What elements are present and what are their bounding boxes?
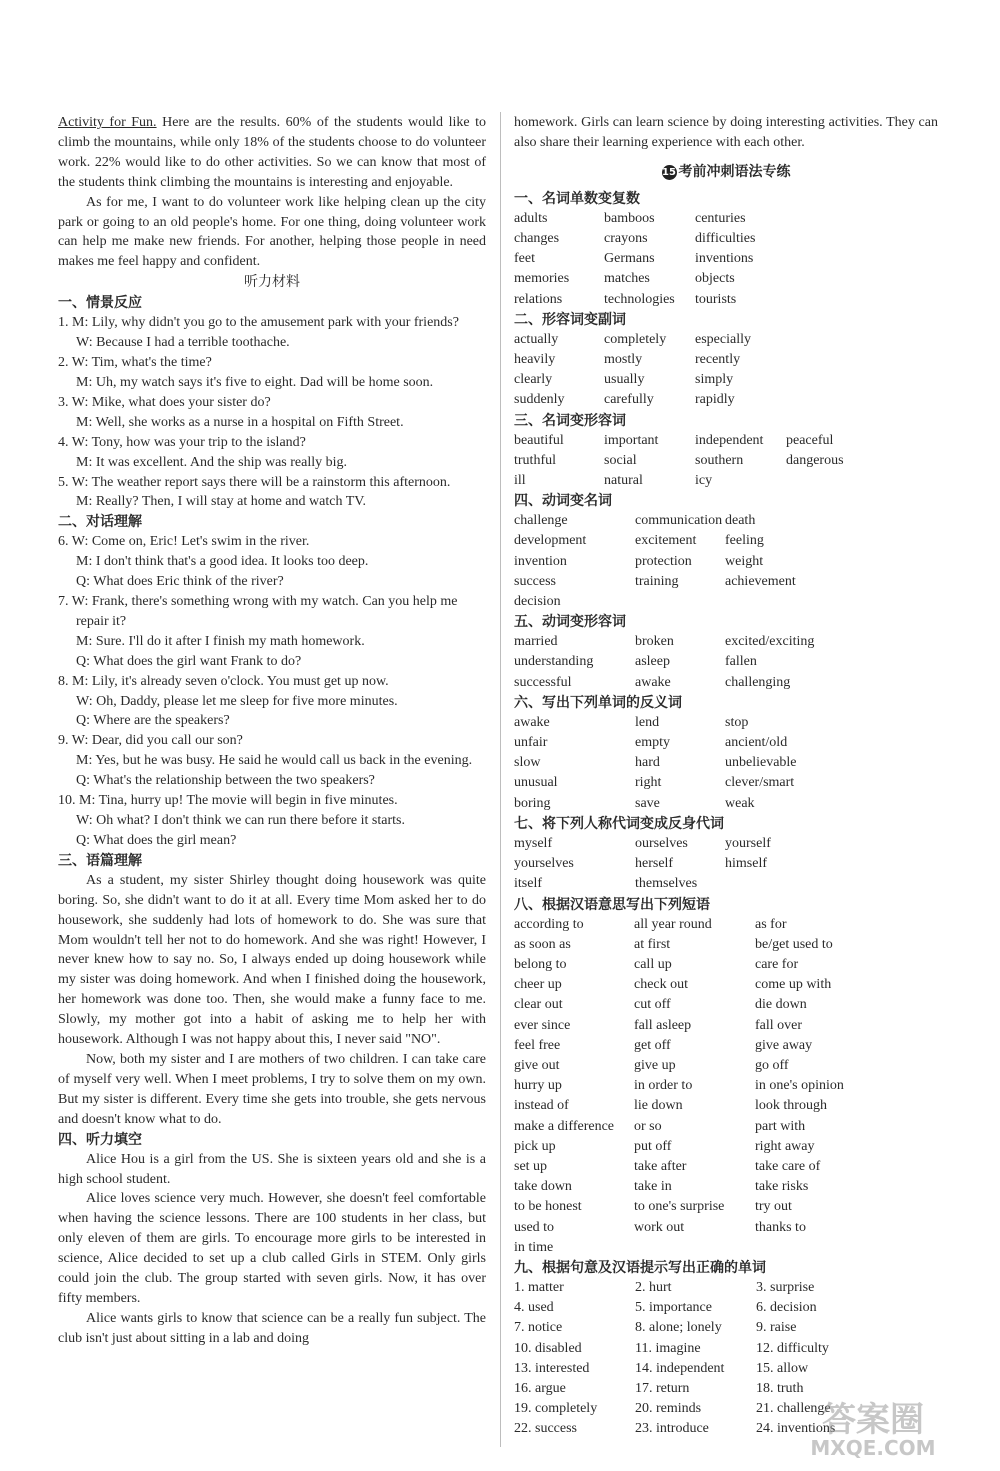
dialog-line: 8. M: Lily, it's already seven o'clock. You must get up now. [58, 673, 389, 689]
grid-antonyms [514, 713, 938, 814]
grid-word: save [635, 795, 660, 811]
grid-word: or so [634, 1118, 662, 1134]
grid-word: especially [695, 331, 751, 347]
grid-word: 22. success [514, 1421, 577, 1437]
heading-word-fill: 九、根据句意及汉语提示写出正确的单词 [514, 1259, 766, 1276]
grid-word: difficulties [695, 231, 756, 247]
grid-word: set up [514, 1158, 548, 1174]
grid-word: check out [634, 977, 689, 993]
banner-number-badge: 15 [662, 166, 676, 178]
heading-adverbs: 二、形容词变副词 [514, 311, 626, 328]
grid-word: inventions [695, 251, 754, 267]
dialog-line: M: It was excellent. And the ship was really big. [76, 454, 347, 470]
grid-word: communication [635, 513, 723, 529]
grid-word: themselves [635, 876, 698, 892]
grid-word: in time [514, 1239, 554, 1255]
grid-word: awake [514, 714, 550, 730]
grid-word: unbelievable [725, 755, 797, 771]
grid-word: truthful [514, 452, 556, 468]
grid-word: natural [604, 473, 643, 489]
dialog-line: W: Oh what? I don't think we can run there before it starts. [76, 813, 405, 828]
grid-word [755, 1238, 875, 1258]
grid-word: yourself [725, 835, 771, 851]
grid-word: cut off [634, 997, 671, 1013]
grid-word: protection [635, 553, 692, 569]
grid-word: fall over [755, 1017, 803, 1033]
grid-word: ourselves [635, 835, 688, 851]
grid-word: 6. decision [756, 1300, 817, 1316]
grid-word: matches [604, 271, 650, 287]
grid-adjectives [514, 431, 938, 492]
heading-verb-nouns: 四、动词变名词 [514, 493, 612, 510]
dialog-line: M: Yes, but he was busy. He said he would call us back in the evening. [76, 753, 473, 769]
grid-word: herself [635, 856, 674, 872]
grid-plurals [514, 209, 938, 310]
grid-word: 24. inventions [756, 1421, 836, 1437]
grid-word: mostly [604, 352, 643, 368]
grid-word: social [604, 452, 637, 468]
grid-word: make a difference [514, 1118, 615, 1134]
grid-word: 11. imagine [635, 1340, 701, 1356]
dialog-line: 4. W: Tony, how was your trip to the island? [58, 434, 306, 450]
grid-word: feeling [725, 533, 764, 549]
section-dialog: 二、对话理解 [58, 514, 142, 531]
fill-paragraph: Alice loves science very much. However, she doesn't feel comfortable when having the science lessons. There are 100 students in her class, but only eleven of them are girls. To encourage more girls to be interested in science, Alice decided to set up a club called Girls in STEM. Only girls could join the club. The group started with seven girls. Now, it has over fifty members. [58, 1191, 486, 1306]
banner-title: 考前冲刺语法专练 [678, 163, 791, 180]
grid-word: take after [634, 1158, 687, 1174]
dialog-line: 9. W: Dear, did you call our son? [58, 733, 243, 749]
grid-word: 10. disabled [514, 1340, 582, 1356]
grid-word: to one's surprise [634, 1199, 725, 1215]
column-divider [500, 112, 501, 1447]
grid-phrases [514, 915, 938, 1258]
grid-word: 16. argue [514, 1380, 566, 1396]
dialog-line: 7. W: Frank, there's something wrong with my watch. Can you help me repair it? [58, 594, 458, 629]
dialog-line: M: Really? Then, I will stay at home and watch TV. [76, 494, 367, 510]
grid-word: objects [695, 271, 735, 287]
grid-word: icy [695, 473, 713, 489]
grid-word: according to [514, 916, 584, 932]
grid-word: bamboos [604, 210, 655, 226]
grid-word: dangerous [786, 452, 844, 468]
grid-word: hurry up [514, 1078, 562, 1094]
grid-word: understanding [514, 654, 594, 670]
grid-word: work out [634, 1219, 685, 1235]
grid-word: Germans [604, 251, 655, 267]
grid-word: southern [695, 452, 744, 468]
grid-word: completely [604, 331, 667, 347]
grid-word: simply [695, 372, 734, 388]
dialog-question: Q: Where are the speakers? [76, 713, 230, 729]
grid-word: come up with [755, 977, 832, 993]
continued-paragraph: homework. Girls can learn science by doing interesting activities. They can also share their learning experience with each other. [514, 115, 938, 150]
grid-word: take in [634, 1179, 672, 1195]
grid-word: development [514, 533, 587, 549]
grid-word: right away [755, 1138, 815, 1154]
fill-paragraph: Alice Hou is a girl from the US. She is sixteen years old and she is a high school student. [58, 1151, 486, 1187]
grid-word: be/get used to [755, 936, 833, 952]
listening-title: 听力材料 [244, 275, 300, 291]
grid-word: clearly [514, 372, 553, 388]
dialog-line: 10. M: Tina, hurry up! The movie will begin in five minutes. [58, 793, 398, 809]
dialog-line: 1. M: Lily, why didn't you go to the amusement park with your friends? [58, 315, 459, 331]
grid-adverbs [514, 330, 938, 411]
grid-word: itself [514, 876, 542, 892]
grid-word [725, 874, 845, 894]
results-text: Here are the results. 60% of the students would like to climb the mountains, while only 18% of the students choose to do volunteer work. 22% would like to do other activities. So we can know that most of the students think climbing the mountains is interesting and enjoyable. [58, 115, 486, 190]
dialog-line: 5. W: The weather report says there will be a rainstorm this afternoon. [58, 474, 451, 490]
grid-word: 14. independent [635, 1360, 725, 1376]
grid-word: as for [755, 916, 787, 932]
grid-word: part with [755, 1118, 806, 1134]
grid-word: pick up [514, 1138, 556, 1154]
grid-word: clever/smart [725, 775, 795, 791]
grid-word: training [635, 573, 679, 589]
grid-word: usually [604, 372, 645, 388]
left-column [58, 113, 486, 1349]
grid-word: success [514, 573, 556, 589]
watermark-text: 答案圈 [822, 1400, 924, 1440]
heading-plurals: 一、名词单数变复数 [514, 190, 640, 207]
grid-word [786, 471, 886, 491]
grid-word: recently [695, 352, 741, 368]
grid-word: awake [635, 674, 671, 690]
watermark-logo [758, 1393, 988, 1459]
opinion-paragraph: As for me, I want to do volunteer work like helping clean up the city park or going to an old people's home. For one thing, doing volunteer work can help me make new friends. For another, helping those people in need makes me feel happy and confident. [58, 194, 486, 270]
dialog-line: 6. W: Come on, Eric! Let's swim in the river. [58, 534, 310, 550]
grid-word: 23. introduce [635, 1421, 709, 1437]
grid-word: relations [514, 291, 563, 307]
grid-word: asleep [635, 654, 670, 670]
grid-word: 15. allow [756, 1360, 809, 1376]
grid-word: ancient/old [725, 735, 788, 751]
grid-word: 3. surprise [756, 1279, 815, 1295]
grid-word: take risks [755, 1179, 809, 1195]
heading-phrases: 八、根据汉语意思写出下列短语 [514, 896, 710, 913]
grid-word: call up [634, 956, 672, 972]
grid-word: changes [514, 231, 560, 247]
grid-word: instead of [514, 1098, 569, 1114]
dialog-line: W: Because I had a terrible toothache. [76, 335, 290, 351]
grid-word: lend [635, 714, 660, 730]
grid-word: slow [514, 755, 541, 771]
section-passage: 三、语篇理解 [58, 852, 142, 869]
grid-word [634, 1238, 755, 1258]
grid-word: technologies [604, 291, 675, 307]
grid-word: 1. matter [514, 1279, 564, 1295]
grid-word: carefully [604, 392, 654, 408]
section-fill: 四、听力填空 [58, 1131, 142, 1148]
dialog-line: M: I don't think that's a good idea. It looks too deep. [76, 554, 369, 570]
grid-word: cheer up [514, 977, 562, 993]
grid-word: crayons [604, 231, 648, 247]
grid-word: suddenly [514, 392, 565, 408]
grid-reflexive [514, 834, 938, 895]
grid-word: death [725, 513, 756, 529]
grid-word: 9. raise [756, 1320, 797, 1336]
grid-word: give away [755, 1037, 813, 1053]
heading-antonyms: 六、写出下列单词的反义词 [514, 694, 682, 711]
grid-word: care for [755, 956, 799, 972]
grid-word: independent [695, 432, 764, 448]
right-column [514, 113, 938, 1440]
grid-word: 21. challenge [756, 1401, 831, 1417]
grid-word: feel free [514, 1037, 561, 1053]
grid-word: clear out [514, 997, 563, 1013]
grid-word: get off [634, 1037, 671, 1053]
results-paragraph [58, 113, 486, 193]
grid-word: stop [725, 714, 749, 730]
grid-word: fallen [725, 654, 757, 670]
grid-word [725, 592, 845, 612]
grid-word: give up [634, 1057, 676, 1073]
grid-word: adults [514, 210, 548, 226]
grid-word [635, 592, 725, 612]
dialog-line: M: Uh, my watch says it's five to eight. Dad will be home soon. [76, 374, 434, 390]
passage-paragraph: Now, both my sister and I are mothers of two children. I can take care of myself very well. When I meet problems, I try to solve them on my own. But my sister is different. Every time she gets into trouble, she gets nervous and doesn't know what to do. [58, 1051, 486, 1127]
grid-word: look through [755, 1098, 827, 1114]
grid-word: empty [635, 735, 670, 751]
grid-word: excited/exciting [725, 634, 815, 650]
grid-word: die down [755, 997, 807, 1013]
grid-word: lie down [634, 1098, 683, 1114]
dialog-line: M: Sure. I'll do it after I finish my math homework. [76, 633, 365, 649]
grid-word: challenge [514, 513, 568, 529]
grid-word: 4. used [514, 1300, 554, 1316]
heading-verb-adjectives: 五、动词变形容词 [514, 614, 626, 631]
grid-word: 20. reminds [635, 1401, 702, 1417]
grid-word: ever since [514, 1017, 571, 1033]
grid-word: ill [514, 473, 526, 489]
grid-word: successful [514, 674, 572, 690]
grid-word: yourselves [514, 856, 574, 872]
grid-word: take down [514, 1179, 572, 1195]
dialog-line: 2. W: Tim, what's the time? [58, 355, 212, 371]
grid-word: weak [725, 795, 755, 811]
grid-word: 18. truth [756, 1380, 804, 1396]
grid-word: thanks to [755, 1219, 806, 1235]
grid-word: unfair [514, 735, 548, 751]
grid-word: put off [634, 1138, 672, 1154]
grid-word: invention [514, 553, 567, 569]
grid-word: challenging [725, 674, 791, 690]
grid-word: broken [635, 634, 674, 650]
grid-word: unusual [514, 775, 558, 791]
grid-verb-nouns [514, 511, 938, 612]
grid-word: important [604, 432, 659, 448]
grid-word: go off [755, 1057, 789, 1073]
dialog-question: Q: What does the girl mean? [76, 832, 237, 848]
dialog-line: W: Oh, Daddy, please let me sleep for five more minutes. [76, 693, 398, 709]
grid-word: excitement [635, 533, 697, 549]
grid-word: memories [514, 271, 570, 287]
grid-word: peaceful [786, 432, 834, 448]
grammar-banner [514, 161, 938, 183]
grid-word: used to [514, 1219, 555, 1235]
heading-reflexive: 七、将下列人称代词变成反身代词 [514, 815, 724, 832]
grid-word: centuries [695, 210, 746, 226]
dialog-question: Q: What does the girl want Frank to do? [76, 653, 302, 669]
grid-word: give out [514, 1057, 560, 1073]
grid-word: try out [755, 1199, 792, 1215]
grid-word: take care of [755, 1158, 821, 1174]
grid-word: 5. importance [635, 1300, 712, 1316]
grid-word: 19. completely [514, 1401, 598, 1417]
passage-paragraph: As a student, my sister Shirley thought doing housework was quite boring. So, she didn't want to do it at all. Every time Mom asked her to do housework, she suddenly had lots of homework to do. She was sure that Mom wouldn't tell her not to do homework. And she was right! However, I never knew how to say no. So, I always ended up doing housework while my sister was doing homework. And when I finished doing the housework, her homework was done too. Then, she would make a funny face to me. Slowly, my mother got into a habit of asking me to help her with housework. Although I was not happy about this, I never said "NO". [58, 872, 486, 1048]
dialog-line: 3. W: Mike, what does your sister do? [58, 394, 271, 410]
dialog-question: Q: What's the relationship between the two speakers? [76, 773, 375, 789]
grid-word: to be honest [514, 1199, 582, 1215]
dialog-question: Q: What does Eric think of the river? [76, 574, 284, 590]
grid-word: myself [514, 835, 553, 851]
grid-word: actually [514, 331, 559, 347]
grid-word: in order to [634, 1078, 693, 1094]
grid-word: in one's opinion [755, 1078, 844, 1094]
grid-word: achievement [725, 573, 796, 589]
grid-word: right [635, 775, 662, 791]
grid-word: beautiful [514, 432, 564, 448]
fill-paragraph: Alice wants girls to know that science can be a really fun subject. The club isn't just about sitting in a lab and doing [58, 1310, 486, 1346]
grid-word: 17. return [635, 1380, 690, 1396]
grid-word: as soon as [514, 936, 571, 952]
grid-word: hard [635, 755, 660, 771]
grid-word: 13. interested [514, 1360, 590, 1376]
grid-word: tourists [695, 291, 737, 307]
grid-word: decision [514, 594, 561, 610]
section-situation: 一、情景反应 [58, 295, 142, 312]
heading-adjectives: 三、名词变形容词 [514, 412, 626, 429]
grid-word: belong to [514, 956, 567, 972]
grid-word: 7. notice [514, 1320, 563, 1336]
grid-word: fall asleep [634, 1017, 692, 1033]
grid-word: at first [634, 936, 671, 952]
grid-word: himself [725, 856, 767, 872]
grid-word: married [514, 634, 558, 650]
grid-word: 8. alone; lonely [635, 1320, 722, 1336]
grid-word: 2. hurt [635, 1279, 672, 1295]
grid-word: feet [514, 251, 535, 267]
grid-word: 12. difficulty [756, 1340, 829, 1356]
dialog-line: M: Well, she works as a nurse in a hospital on Fifth Street. [76, 414, 404, 430]
grid-word: boring [514, 795, 551, 811]
grid-word: heavily [514, 352, 556, 368]
activity-link-text: Activity for Fun. [58, 115, 157, 130]
grid-word: all year round [634, 916, 712, 932]
grid-word: weight [725, 553, 764, 569]
watermark-url: MXQE.COM [810, 1436, 936, 1459]
grid-verb-adjectives [514, 632, 938, 693]
grid-word: rapidly [695, 392, 735, 408]
